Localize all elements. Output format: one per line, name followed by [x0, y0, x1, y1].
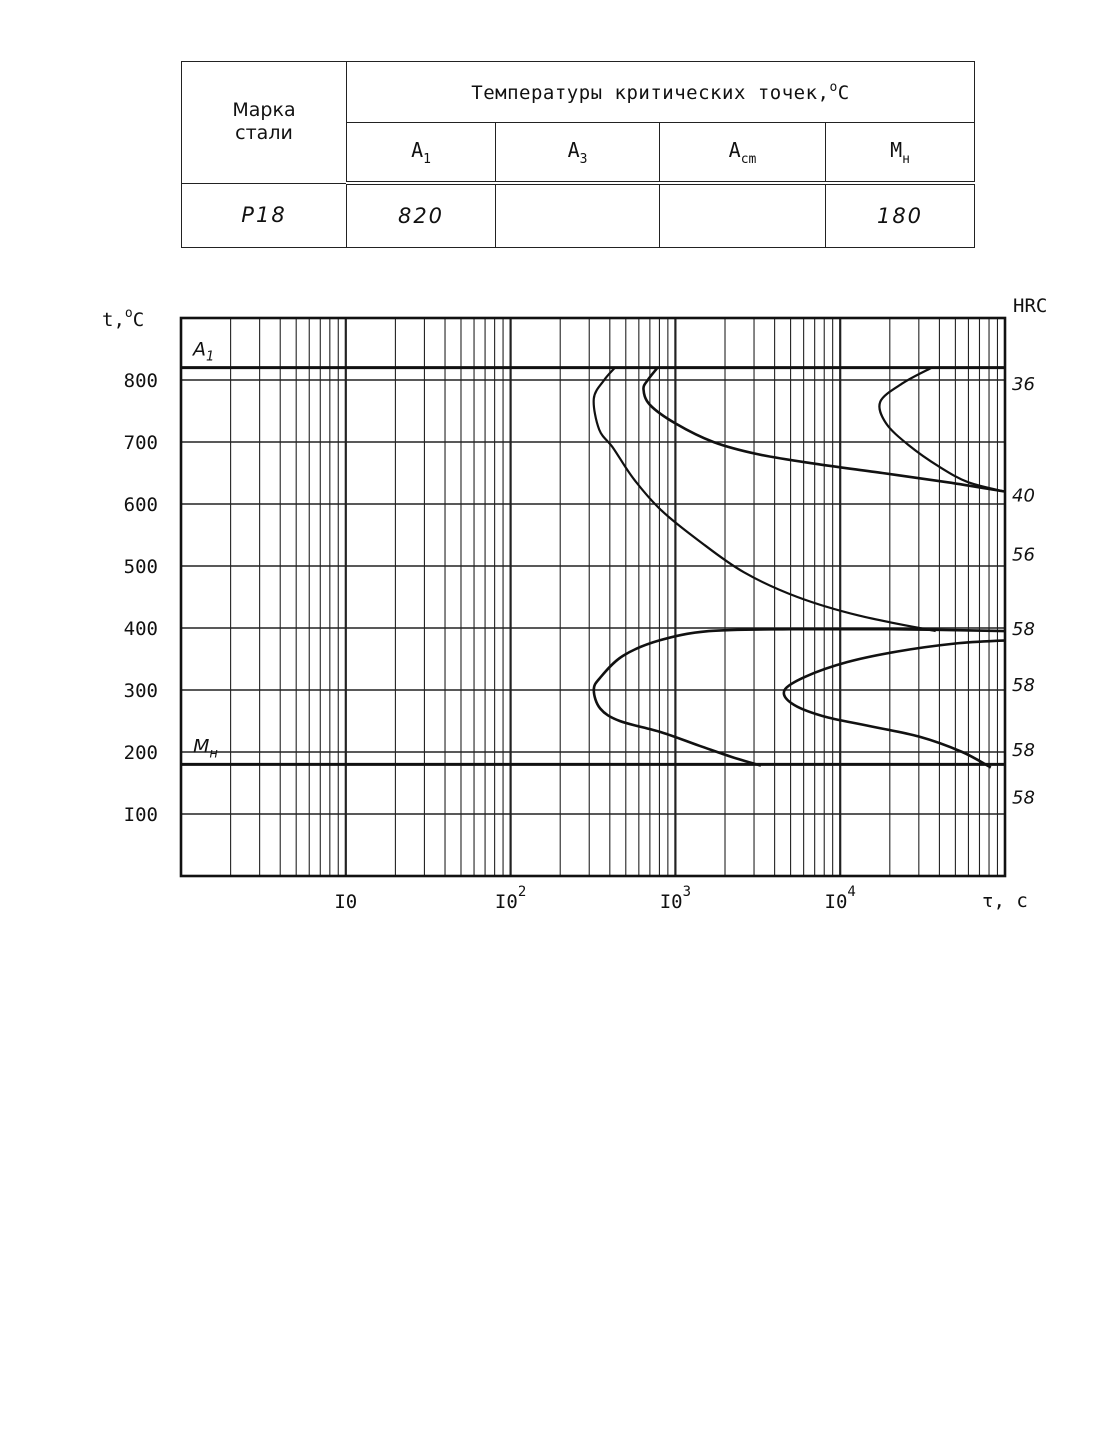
curve-lower-end [784, 640, 1005, 767]
celsius-unit: C [837, 82, 850, 104]
hrc-value: 58 [1012, 674, 1035, 696]
hrc-axis-label: HRC [1013, 295, 1048, 317]
y-tick-label: 400 [123, 618, 158, 640]
hrc-value: 40 [1012, 485, 1035, 507]
hrc-value: 58 [1012, 739, 1035, 761]
hrc-value: 56 [1012, 544, 1035, 566]
col-acm-sub: cm [740, 151, 757, 167]
cell-a1: 820 [347, 183, 496, 248]
col-mn-sub: н [902, 151, 910, 167]
y-tick-label: 800 [123, 370, 158, 392]
critical-line-label: $M_н$ [193, 735, 218, 762]
x-tick-label: $I0^2$ [494, 884, 527, 913]
x-tick-label: $I0^3$ [659, 884, 692, 913]
degree-sup: o [829, 80, 838, 95]
cell-mn: 180 [826, 183, 975, 248]
y-tick-label: 500 [123, 556, 158, 578]
transformation-curves [594, 368, 1005, 768]
y-axis-label: t,$^o$C [102, 306, 145, 331]
critical-line-label: $A_1$ [193, 338, 215, 365]
cell-steel-grade: Р18 [182, 183, 347, 248]
y-tick-label: I00 [123, 804, 158, 826]
col-a3-base: A [567, 137, 580, 162]
x-tick-label: I0 [334, 891, 358, 913]
steel-grade-header-line2: стали [235, 122, 293, 145]
col-mn-base: M [890, 137, 903, 162]
hrc-value: 58 [1012, 619, 1035, 640]
critical-temps-header-text: Температуры критических точек, [471, 82, 830, 104]
y-tick-label: 600 [123, 494, 158, 516]
x-axis-label: τ, с [982, 890, 1028, 912]
col-a3-sub: 3 [579, 151, 588, 167]
col-a1-base: A [411, 137, 424, 162]
hrc-value: 36 [1012, 374, 1035, 396]
curve-upper-start [594, 368, 936, 631]
col-acm-base: A [728, 137, 741, 162]
hrc-values [1012, 374, 1035, 809]
y-tick-label: 300 [123, 680, 158, 702]
steel-grade-header-line1: Марка [232, 99, 296, 122]
y-tick-label: 700 [123, 432, 158, 454]
y-tick-label: 200 [123, 742, 158, 764]
curve-upper-end-2 [879, 368, 1005, 492]
hrc-value: 58 [1012, 787, 1035, 809]
col-a1-sub: 1 [423, 151, 431, 167]
x-tick-label: $I0^4$ [824, 884, 856, 913]
